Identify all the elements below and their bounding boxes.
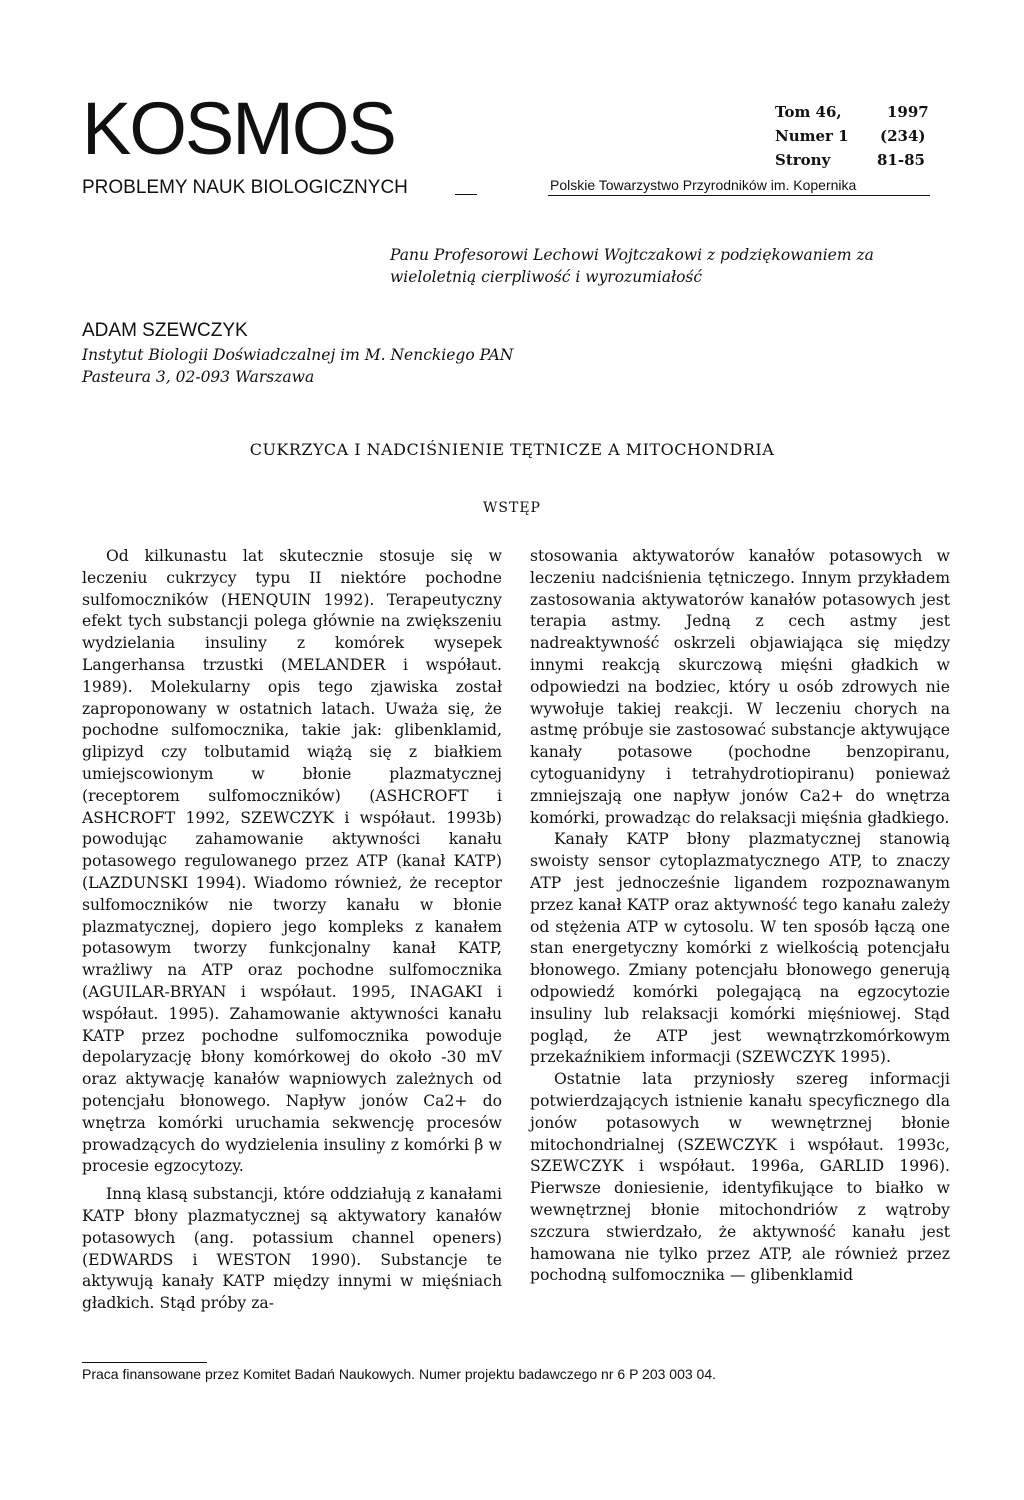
address: Pasteura 3, 02-093 Warszawa <box>82 368 315 386</box>
journal-logo: KOSMOS <box>82 87 395 170</box>
section-heading: WSTĘP <box>483 500 541 516</box>
footnote-rule <box>82 1362 207 1363</box>
publisher: Polskie Towarzystwo Przyrodników im. Kopernika <box>550 177 857 193</box>
author-affiliation <box>82 344 513 388</box>
pages-label: Strony <box>775 151 831 169</box>
paragraph: Inną klasą substancji, które oddziałują z kanałami KATP błony plazmatycznej są aktywatory kanałów potasowych (ang. potassium channel openers) (EDWARDS i WESTON 1990). Substancje te aktywują kanały KATP między innymi w mięśniach gładkich. Stąd próby za- <box>82 1185 502 1313</box>
left-column <box>82 546 502 1315</box>
author-name: ADAM SZEWCZYK <box>82 320 248 341</box>
institute: Instytut Biologii Doświadczalnej im M. Nenckiego PAN <box>82 346 514 364</box>
paragraph: Kanały KATP błony plazmatycznej stanowią swoisty sensor cytoplazmatycznego ATP, to znaczy ATP jest jednocześnie ligandem rozpoznawanym przez kanał KATP oraz aktywność tego kanału zależy od stężenia ATP w cytosolu. W ten sposób łączą one stan energetyczny komórki z wielkością potencjału błonowego. Zmiany potencjału błonowego generują odpowiedź komórki polegającą na egzocytozie insuliny lub relaksacji komórki mięśniowej. Stąd pogląd, że ATP jest wewnątrzkomórkowym przekaźnikiem informacji (SZEWCZYK 1995). <box>530 830 950 1067</box>
right-column <box>530 546 950 1287</box>
article-title: CUKRZYCA I NADCIŚNIENIE TĘTNICZE A MITOCHONDRIA <box>249 440 775 459</box>
volume-label: Tom 46, <box>775 103 842 121</box>
number-value: (234) <box>880 127 926 145</box>
header-rule-left <box>455 194 477 195</box>
volume-year: 1997 <box>887 103 929 121</box>
paragraph: stosowania aktywatorów kanałów potasowych w leczeniu nadciśnienia tętniczego. Innym przykładem zastosowania aktywatorów kanałów potasowych jest terapia astmy. Jedną z cech astmy jest nadreaktywność oskrzeli objawiająca się między innymi reakcją skurczową mięśni gładkich w odpowiedzi na bodziec, który u osób zdrowych nie wywołuje takiej reakcji. W leczeniu chorych na astmę próbuje sie zastosować substancje aktywujące kanały potasowe (pochodne benzopiranu, cytoguanidyny i tetrahydrotiopiranu) ponieważ zmniejszają one napływ jonów Ca2+ do wnętrza komórki, prowadząc do relaksacji mięśnia gładkiego. <box>530 547 950 827</box>
footnote: Praca finansowane przez Komitet Badań Naukowych. Numer projektu badawczego nr 6 P 203 003 04. <box>82 1366 716 1382</box>
paragraph: Od kilkunastu lat skutecznie stosuje się w leczeniu cukrzycy typu II niektóre pochodne sulfomoczników (HENQUIN 1992). Terapeutyczny efekt tych substancji polega głównie na zwiększeniu wydzielania insuliny z komórek wysepek Langerhansa trzustki (MELANDER i współaut. 1989). Molekularny opis tego zjawiska został zaproponowany w ostatnich latach. Uważa się, że pochodne sulfomocznika, takie jak: glibenklamid, glipizyd czy tolbutamid wiążą się z białkiem umiejscowionym w błonie plazmatycznej (receptorem sulfomoczników) (ASHCROFT i ASHCROFT 1992, SZEWCZYK i współaut. 1993b) powodując zahamowanie aktywności kanału potasowego regulowanego przez ATP (kanał KATP) (LAZDUNSKI 1994). Wiadomo również, że receptor sulfomoczników nie tworzy kanału w błonie plazmatycznej, dopiero jego kompleks z kanałem potasowym tworzy funkcjonalny kanał KATP, wrażliwy na ATP oraz pochodne sulfomocznika (AGUILAR-BRYAN i współaut. 1995, INAGAKI i współaut. 1995). Zahamowanie aktywności kanału KATP przez pochodne sulfomocznika powoduje depolaryzację błony komórkowej do około -30 mV oraz aktywację kanałów wapniowych zależnych od potencjału błonowego. Napływ jonów Ca2+ do wnętrza komórki uruchamia sekwencję procesów prowadzących do wydzielenia insuliny z komórki β w procesie egzocytozy. <box>82 547 502 1176</box>
number-label: Numer 1 <box>775 127 849 145</box>
journal-subtitle: PROBLEMY NAUK BIOLOGICZNYCH <box>82 177 408 198</box>
paragraph: Ostatnie lata przyniosły szereg informacji potwierdzających istnienie kanału specyficznego dla jonów potasowych w wewnętrznej błonie mitochondrialnej (SZEWCZYK i współaut. 1993c, SZEWCZYK i współaut. 1996a, GARLID 1996). Pierwsze doniesienie, identyfikujące to białko w wewnętrznej błonie mitochondriów z wątroby szczura stwierdzało, że aktywność kanału jest hamowana nie tylko przez ATP, ale również przez pochodną sulfomocznika — glibenklamid <box>530 1070 950 1285</box>
header-rule-right <box>548 195 930 196</box>
dedication: Panu Profesorowi Lechowi Wojtczakowi z podziękowaniem za wieloletnią cierpliwość i wyrozumiałość <box>390 246 874 286</box>
pages-value: 81-85 <box>877 151 925 169</box>
